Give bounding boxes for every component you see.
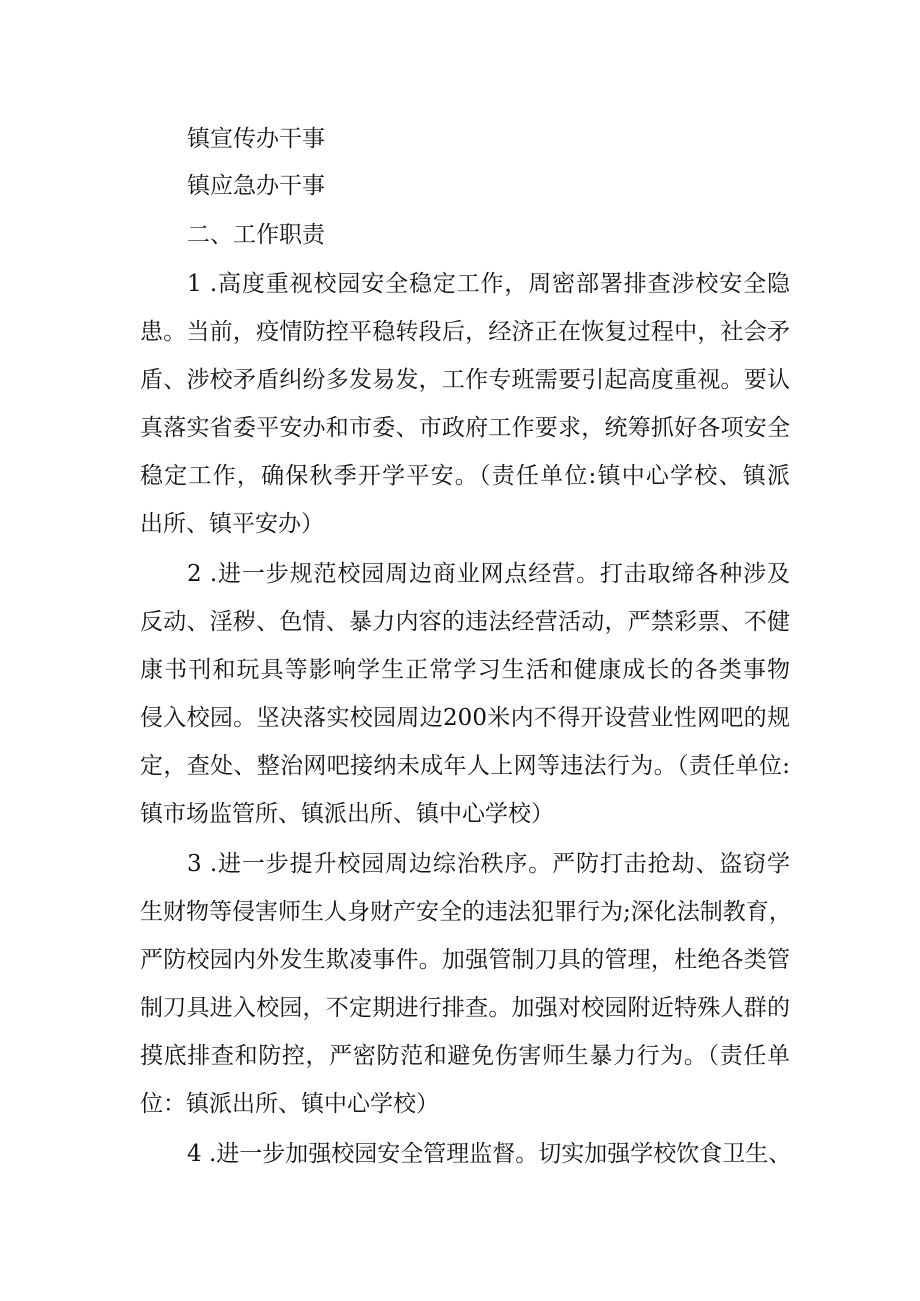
paragraph-3-line-6: 位：镇派出所、镇中心学校） — [140, 1091, 439, 1117]
paragraph-2-line-6: 镇市场监管所、镇派出所、镇中心学校） — [140, 801, 554, 827]
paragraph-2-line-2: 反动、淫秽、色情、暴力内容的违法经营活动，严禁彩票、不健 — [140, 609, 790, 635]
paragraph-3-line-3: 严防校园内外发生欺凌事件。加强管制刀具的管理，杜绝各类管 — [140, 947, 790, 973]
paragraph-1-line-3: 盾、涉校矛盾纠纷多发易发，工作专班需要引起高度重视。要认 — [140, 367, 790, 393]
paragraph-3-line-4: 制刀具进入校园，不定期进行排查。加强对校园附近特殊人群的 — [140, 995, 790, 1021]
paragraph-2-line-4: 侵入校园。坚决落实校园周边200米内不得开设营业性网吧的规 — [140, 705, 790, 731]
paragraph-3-line-2: 生财物等侵害师生人身财产安全的违法犯罪行为;深化法制教育， — [140, 899, 792, 925]
paragraph-3-line-1: 3 .进一步提升校园周边综治秩序。严防打击抢劫、盗窃学 — [187, 851, 790, 877]
staff-line-propaganda: 镇宣传办干事 — [187, 126, 325, 152]
paragraph-1-line-6: 出所、镇平安办） — [140, 511, 324, 537]
staff-line-emergency: 镇应急办干事 — [187, 173, 325, 199]
paragraph-1-line-1: 1 .高度重视校园安全稳定工作，周密部署排查涉校安全隐 — [187, 271, 790, 297]
paragraph-2-line-5: 定，查处、整治网吧接纳未成年人上网等违法行为。（责任单位: — [140, 753, 790, 779]
paragraph-1-line-4: 真落实省委平安办和市委、市政府工作要求，统筹抓好各项安全 — [140, 415, 790, 441]
paragraph-2-line-1: 2 .进一步规范校园周边商业网点经营。打击取缔各种涉及 — [187, 561, 790, 587]
paragraph-1-line-5: 稳定工作，确保秋季开学平安。（责任单位:镇中心学校、镇派 — [140, 463, 790, 489]
paragraph-3-line-5: 摸底排查和防控，严密防范和避免伤害师生暴力行为。（责任单 — [140, 1043, 790, 1069]
paragraph-2-line-3: 康书刊和玩具等影响学生正常学习生活和健康成长的各类事物 — [140, 657, 790, 683]
paragraph-4-line-1: 4 .进一步加强校园安全管理监督。切实加强学校饮食卫生、 — [187, 1141, 792, 1167]
paragraph-1-line-2: 患。当前，疫情防控平稳转段后，经济正在恢复过程中，社会矛 — [140, 319, 790, 345]
section-heading: 二、工作职责 — [187, 222, 325, 248]
